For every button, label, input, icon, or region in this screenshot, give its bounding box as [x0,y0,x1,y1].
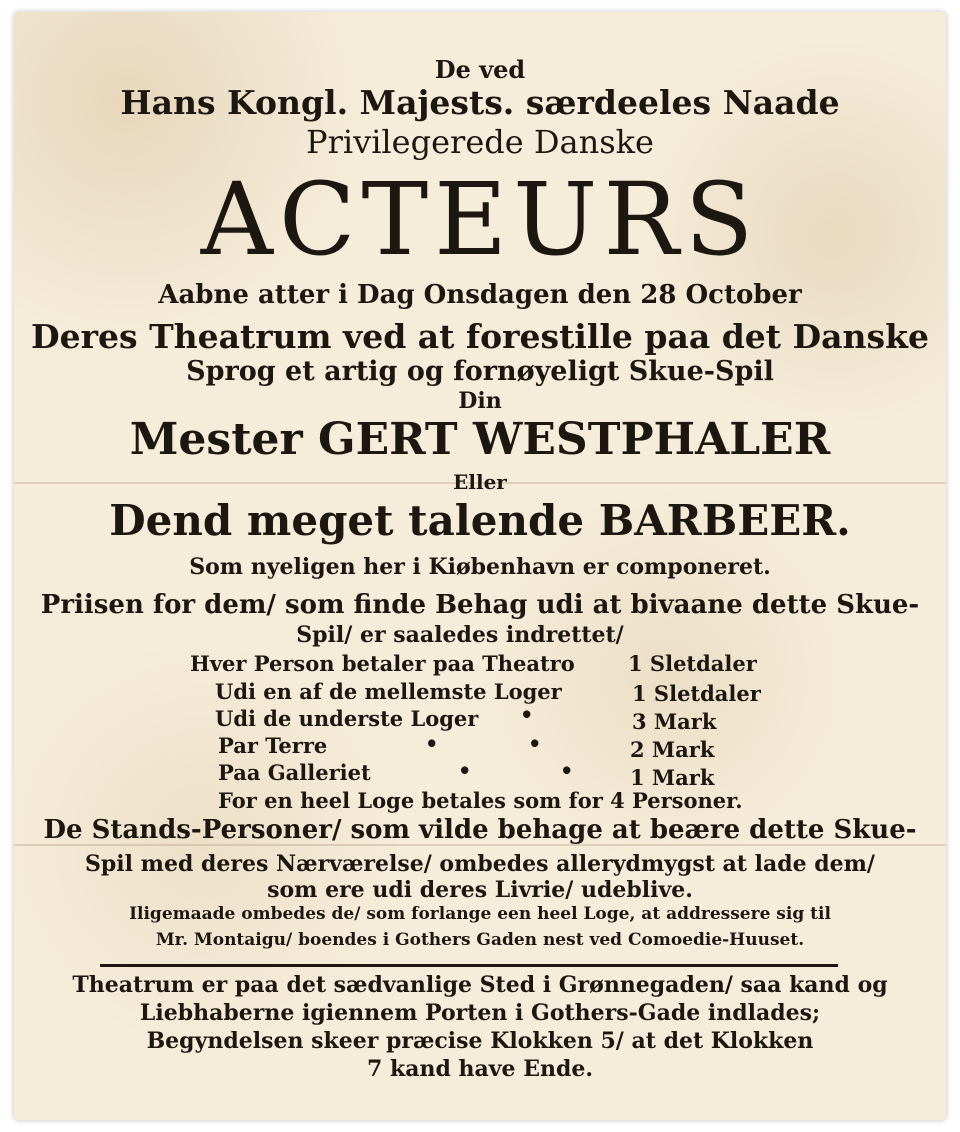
composed-line: Som nyeligen her i Kiøbenhavn er componeret. [189,554,771,580]
footer-line-4: 7 kand have Ende. [367,1056,593,1082]
price-value: 2 Mark [630,737,715,762]
stands-line-1: De Stands-Personer/ som vilde behage at beære dette Skue- [43,815,917,845]
price-intro-line: Priisen for dem/ som finde Behag udi at bivaane dette Skue- [40,590,920,620]
eller-line: Eller [453,470,507,494]
price-place: Udi de underste Loger [215,706,479,731]
price-place: Udi en af de mellemste Loger [215,679,562,704]
loge-request-line-2: Mr. Montaigu/ boendes i Gothers Gaden nest ved Comoedie-Huuset. [155,930,805,950]
loge-request-line-1: Iligemaade ombedes de/ som forlange een heel Loge, at addressere sig til [129,904,831,924]
price-value: 3 Mark [632,709,717,734]
opening-date-line: Aabne atter i Dag Onsdagen den 28 October [158,280,802,310]
theatre-line: Deres Theatrum ved at forestille paa det Danske [31,317,929,356]
leader-dot: • [520,702,534,727]
stands-line-2: Spil med deres Nærværelse/ ombedes allerydmygst at lade dem/ [85,851,875,877]
price-place: Par Terre [218,733,328,758]
price-value: 1 Sletdaler [632,681,761,706]
poster-title: ACTEURS [200,161,760,278]
price-value: 1 Mark [630,765,715,790]
leader-dot: • [425,731,439,756]
din-line: Din [458,388,502,414]
footer-line-3: Begyndelsen skeer præcise Klokken 5/ at det Klokken [146,1028,814,1054]
price-value: 1 Sletdaler [628,651,757,676]
leader-dot: • [528,731,542,756]
footer-line-2: Liebhaberne igiennem Porten i Gothers-Gade indlades; [139,1000,821,1026]
leader-dot: • [560,758,574,783]
play-description-line: Sprog et artig og fornøyeligt Skue-Spil [186,356,774,387]
stands-line-3: som ere udi deres Livrie/ udeblive. [267,877,693,903]
play-title: Mester GERT WESTPHALER [129,414,831,465]
divider-rule [100,964,838,967]
loge-note: For en heel Loge betales som for 4 Personer. [218,788,743,813]
leader-dot: • [458,758,472,783]
price-place: Paa Galleriet [218,760,371,785]
intro-line: De ved [434,55,526,84]
privileged-line: Privilegerede Danske [306,123,654,161]
royal-privilege-line: Hans Kongl. Majests. særdeeles Naade [120,83,840,122]
price-intro-line-2: Spil/ er saaledes indrettet/ [296,622,624,648]
price-place: Hver Person betaler paa Theatro [190,651,575,676]
footer-line-1: Theatrum er paa det sædvanlige Sted i Grønnegaden/ saa kand og [72,972,888,998]
play-subtitle: Dend meget talende BARBEER. [109,496,851,545]
